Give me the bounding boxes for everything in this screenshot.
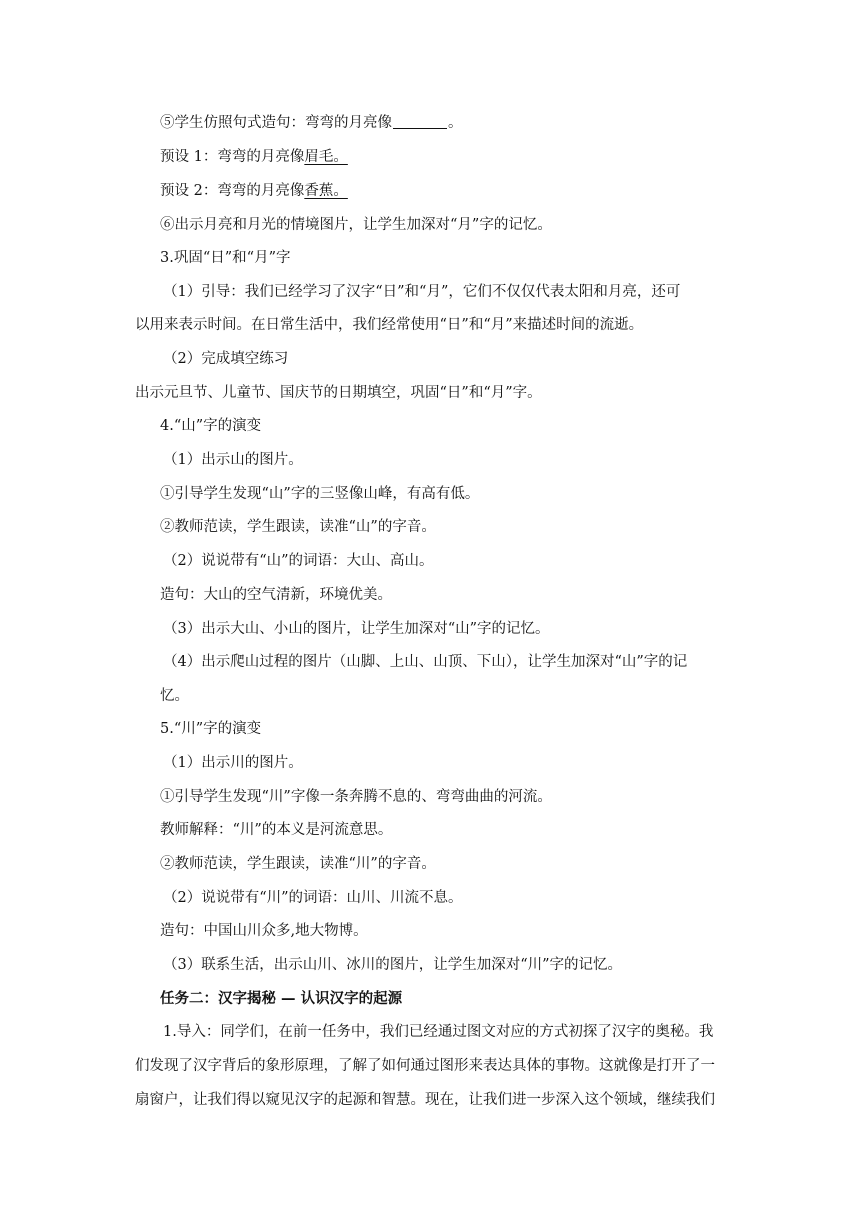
guide-1-line-2: 以用来表示时间。在日常生活中，我们经常使用“日”和“月”来描述时间的流逝。 [135, 317, 644, 333]
mountain-4-line-1: （4）出示爬山过程的图片（山脚、上山、山顶、下山），让学生加深对“山”字的记 [163, 654, 688, 670]
mountain-1a: ①引导学生发现“山”字的三竖像山峰，有高有低。 [160, 486, 480, 502]
sentence-step-5 [160, 113, 463, 133]
preset-2-answer: 香蕉。 [304, 183, 348, 199]
fill-blank [393, 114, 447, 129]
preset-2 [160, 181, 348, 201]
intro-line-1: 1.导入：同学们，在前一任务中，我们已经通过图文对应的方式初探了汉字的奥秘。我 [163, 1024, 714, 1040]
mountain-1: （1）出示山的图片。 [163, 452, 303, 468]
heading-5: 5.“川”字的演变 [160, 721, 262, 737]
sentence-step-5-end: 。 [448, 115, 463, 131]
mountain-4-line-2: 忆。 [160, 688, 189, 704]
river-2-sentence: 造句：中国山川众多,地大物博。 [160, 923, 368, 939]
preset-1 [160, 147, 348, 167]
heading-3: 3.巩固“日”和“月”字 [160, 250, 291, 266]
mountain-2: （2）说说带有“山”的词语：大山、高山。 [163, 553, 434, 569]
preset-1-text: 预设 1：弯弯的月亮像 [160, 149, 305, 165]
step-6: ⑥出示月亮和月光的情境图片，让学生加深对“月”字的记忆。 [160, 217, 552, 233]
mountain-1b: ②教师范读，学生跟读，读准“山”的字音。 [160, 519, 436, 535]
mountain-2-sentence: 造句：大山的空气清新，环境优美。 [160, 587, 392, 603]
guide-1-line-1: （1）引导：我们已经学习了汉字“日”和“月”，它们不仅仅代表太阳和月亮，还可 [163, 284, 681, 300]
guide-2-detail: 出示元旦节、儿童节、国庆节的日期填空，巩固“日”和“月”字。 [135, 385, 542, 401]
river-1: （1）出示川的图片。 [163, 755, 303, 771]
river-3: （3）联系生活，出示山川、冰川的图片，让学生加深对“川”字的记忆。 [163, 957, 623, 973]
river-1-explain: 教师解释：“川”的本义是河流意思。 [160, 822, 393, 838]
intro-line-3: 扇窗户，让我们得以窥见汉字的起源和智慧。现在，让我们进一步深入这个领域，继续我们 [135, 1092, 715, 1108]
task-2-heading: 任务二：汉字揭秘 — 认识汉字的起源 [160, 991, 403, 1007]
intro-line-2: 们发现了汉字背后的象形原理，了解了如何通过图形来表达具体的事物。这就像是打开了一 [135, 1058, 715, 1074]
river-1a: ①引导学生发现“川”字像一条奔腾不息的、弯弯曲曲的河流。 [160, 789, 552, 805]
preset-2-text: 预设 2：弯弯的月亮像 [160, 183, 305, 199]
sentence-step-5-text: ⑤学生仿照句式造句：弯弯的月亮像 [160, 115, 392, 131]
river-2: （2）说说带有“川”的词语：山川、川流不息。 [163, 890, 463, 906]
mountain-3: （3）出示大山、小山的图片，让学生加深对“山”字的记忆。 [163, 621, 550, 637]
heading-4: 4.“山”字的演变 [160, 418, 262, 434]
guide-2: （2）完成填空练习 [163, 351, 289, 367]
preset-1-answer: 眉毛。 [304, 149, 348, 165]
river-1b: ②教师范读，学生跟读，读准“川”的字音。 [160, 856, 436, 872]
